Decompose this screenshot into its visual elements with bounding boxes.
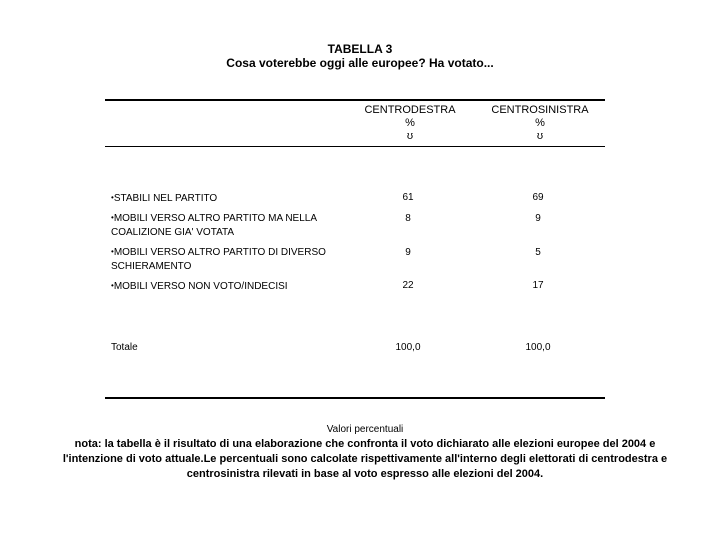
value-centrosinistra-non-voto: 17 xyxy=(532,280,544,291)
total-label: Totale xyxy=(111,342,138,353)
column-mark: ʊ xyxy=(536,130,544,142)
header-rule xyxy=(105,146,605,147)
bottom-rule xyxy=(105,397,605,399)
column-header-centrosinistra xyxy=(475,104,605,143)
value-centrosinistra-mobili-schieramento: 5 xyxy=(535,247,541,258)
row-label-text: MOBILI VERSO NON VOTO/INDECISI xyxy=(113,281,288,292)
column-header-centrodestra xyxy=(345,104,475,143)
row-label-non-voto xyxy=(111,279,331,294)
value-centrodestra-mobili-schieramento: 9 xyxy=(405,247,411,258)
value-centrodestra-non-voto: 22 xyxy=(402,280,414,291)
row-label-stabili xyxy=(111,191,331,206)
total-centrodestra: 100,0 xyxy=(395,342,421,353)
row-label-mobili-schieramento xyxy=(111,245,331,274)
bullet-icon: • xyxy=(111,213,114,222)
values-note: Valori percentuali xyxy=(326,424,404,435)
column-name: CENTROSINISTRA xyxy=(491,104,589,116)
row-label-text: MOBILI VERSO ALTRO PARTITO DI DIVERSO SCHIERAMENTO xyxy=(111,247,326,272)
value-centrosinistra-stabili: 69 xyxy=(532,192,544,203)
value-centrosinistra-mobili-coalizione: 9 xyxy=(535,213,541,224)
row-label-text: MOBILI VERSO ALTRO PARTITO MA NELLA COALIZIONE GIA' VOTATA xyxy=(111,213,317,238)
column-unit: % xyxy=(535,117,545,129)
top-rule xyxy=(105,99,605,101)
row-label-text: STABILI NEL PARTITO xyxy=(113,193,218,204)
table-subtitle: Cosa voterebbe oggi alle europee? Ha votato... xyxy=(226,56,494,70)
value-centrodestra-stabili: 61 xyxy=(402,192,414,203)
row-label-mobili-coalizione xyxy=(111,211,331,240)
total-centrosinistra: 100,0 xyxy=(525,342,551,353)
bullet-icon: • xyxy=(111,281,114,290)
footnote: nota: la tabella è il risultato di una elaborazione che confronta il voto dichiarato alle elezioni europee del 2004 e l'intenzione di voto attuale.Le percentuali sono calcolate rispettivamente all'interno degli elettorati di centrodestra e centrosinistra rilevati in base al voto espresso alle elezioni del 2004. xyxy=(62,438,668,480)
value-centrodestra-mobili-coalizione: 8 xyxy=(405,213,411,224)
table-title: TABELLA 3 xyxy=(327,42,393,56)
bullet-icon: • xyxy=(111,193,114,202)
bullet-icon: • xyxy=(111,247,114,256)
column-unit: % xyxy=(405,117,415,129)
column-name: CENTRODESTRA xyxy=(364,104,456,116)
column-mark: ʊ xyxy=(406,130,414,142)
